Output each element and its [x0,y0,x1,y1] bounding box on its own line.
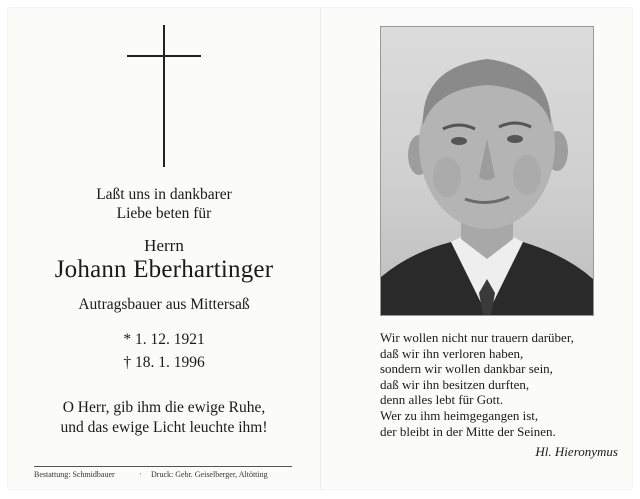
death-date: † 18. 1. 1996 [123,354,205,371]
memorial-card [8,8,632,489]
prayer-line-2: und das ewige Licht leuchte ihm! [60,419,268,436]
portrait-photo [380,26,594,316]
birth-date: * 1. 12. 1921 [123,331,205,348]
intro-line-2: Liebe beten für [116,205,212,222]
poem-line: denn alles lebt für Gott. [380,392,504,408]
honorific: Herrn [144,236,184,255]
poem-line: der bleibt in der Mitte der Seinen. [380,423,556,439]
cross-horizontal-bar [127,55,201,57]
footer-divider [34,466,292,467]
cross-vertical-bar [163,25,165,167]
poem-line: Wir wollen nicht nur trauern darüber, [380,330,574,345]
occupation: Autragsbauer aus Mittersaß [78,296,250,313]
funeral-home-credit: Bestattung: Schmidbauer [34,470,115,479]
poem-line: daß wir ihn besitzen durften, [380,376,530,392]
right-panel [320,8,632,489]
intro-line-1: Laßt uns in dankbarer [96,186,232,203]
poem-line: Wer zu ihm heimgegangen ist, [380,407,539,423]
printer-credit: Druck: Gebr. Geiselberger, Altötting [151,470,268,479]
deceased-name: Johann Eberhartinger [54,256,274,283]
poem-line: sondern wir wollen dankbar sein, [380,361,553,377]
prayer-line-1: O Herr, gib ihm die ewige Ruhe, [62,399,266,416]
poem-line: daß wir ihn verloren haben, [380,345,524,361]
left-panel [8,8,320,489]
footer-separator: · [139,470,142,479]
poem [380,330,574,439]
poem-author: Hl. Hieronymus [535,444,618,459]
